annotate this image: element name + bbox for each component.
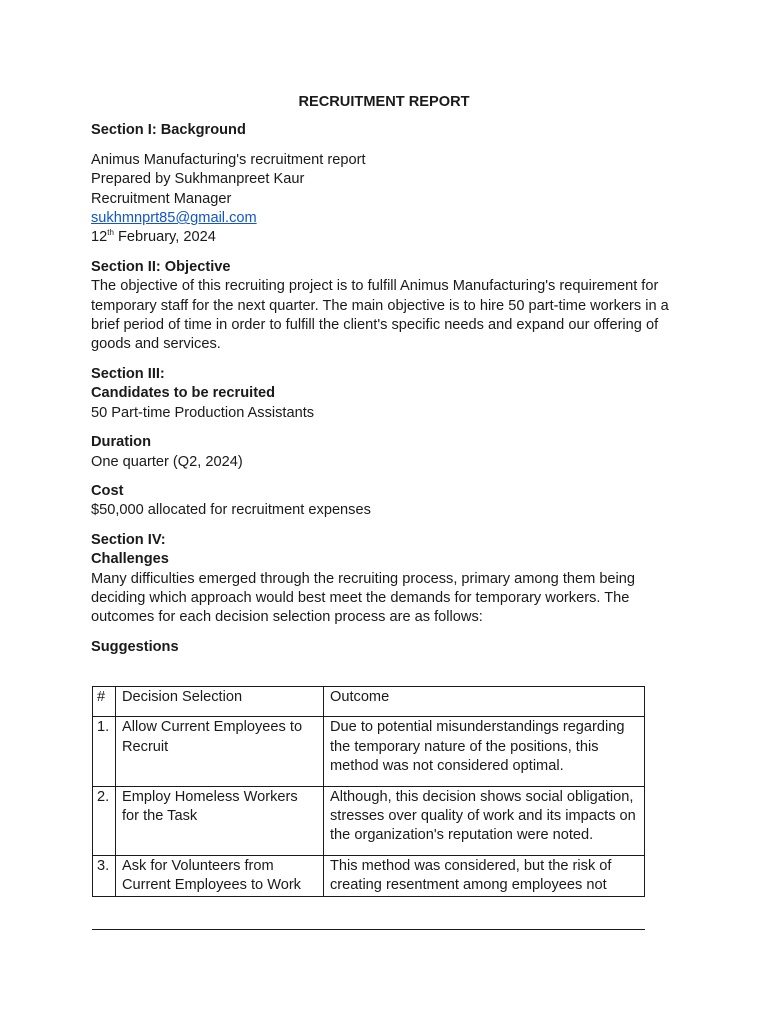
candidates-heading: Candidates to be recruited [91, 385, 276, 402]
table-row [93, 786, 645, 855]
header-number: # [93, 687, 116, 717]
row-decision: Ask for Volunteers from Current Employees to Work [116, 855, 324, 896]
duration-heading: Duration [91, 434, 151, 451]
section-candidates [91, 365, 691, 423]
row-decision: Allow Current Employees to Recruit [116, 717, 324, 786]
section-cost [91, 482, 691, 521]
document-body [91, 93, 691, 657]
email-line [91, 209, 691, 228]
section-challenges [91, 531, 691, 628]
row-outcome: This method was considered, but the risk of creating resentment among employees not [324, 855, 645, 896]
row-outcome: Due to potential misunderstandings regarding the temporary nature of the positions, this method was not considered optimal. [324, 717, 645, 786]
document-title: RECRUITMENT REPORT [298, 94, 470, 110]
suggestions-heading: Suggestions [91, 638, 179, 655]
prepared-by: Prepared by Sukhmanpreet Kaur [91, 171, 305, 188]
row-number: 3. [93, 855, 116, 896]
section-duration [91, 433, 691, 472]
decision-table-container [92, 686, 645, 931]
table-header-row [93, 687, 645, 717]
objective-text: The objective of this recruiting project is to fulfill Animus Manufacturing's requirement for temporary staff for the next quarter. The main objective is to hire 50 part-time workers in a brief period of time in order to fulfill the client's specific needs and expand our offering of goods and services. [91, 278, 669, 353]
challenges-text: Many difficulties emerged through the recruiting process, primary among them being deciding which approach would best meet the demands for temporary workers. The outcomes for each decision selection process are as follows: [91, 570, 636, 626]
author-role: Recruitment Manager [91, 190, 232, 207]
email-link[interactable]: sukhmnprt85@gmail.com [91, 210, 257, 227]
section2-heading: Section II: Objective [91, 258, 231, 275]
decision-table [92, 686, 645, 897]
section1-heading: Section I: Background [91, 122, 246, 139]
table-row [93, 717, 645, 786]
date-suffix: th [107, 228, 114, 238]
candidates-text: 50 Part-time Production Assistants [91, 404, 315, 421]
row-number: 1. [93, 717, 116, 786]
report-date [91, 228, 691, 247]
report-name: Animus Manufacturing's recruitment report [91, 151, 366, 168]
row-number: 2. [93, 786, 116, 855]
cost-text: $50,000 allocated for recruitment expenses [91, 502, 371, 519]
header-outcome: Outcome [324, 687, 645, 717]
table-row [93, 855, 645, 896]
section4-heading: Section IV: [91, 531, 166, 548]
section-objective [91, 258, 691, 355]
date-day: 12 [91, 229, 108, 246]
table-bottom-border [92, 929, 645, 930]
date-rest: February, 2024 [113, 229, 216, 246]
section-background [91, 121, 691, 247]
row-decision: Employ Homeless Workers for the Task [116, 786, 324, 855]
challenges-heading: Challenges [91, 551, 169, 568]
header-decision: Decision Selection [116, 687, 324, 717]
section3-heading: Section III: [91, 365, 165, 382]
row-outcome: Although, this decision shows social obligation, stresses over quality of work and its impacts on the organization's reputation were noted. [324, 786, 645, 855]
cost-heading: Cost [91, 482, 124, 499]
duration-text: One quarter (Q2, 2024) [91, 453, 243, 470]
